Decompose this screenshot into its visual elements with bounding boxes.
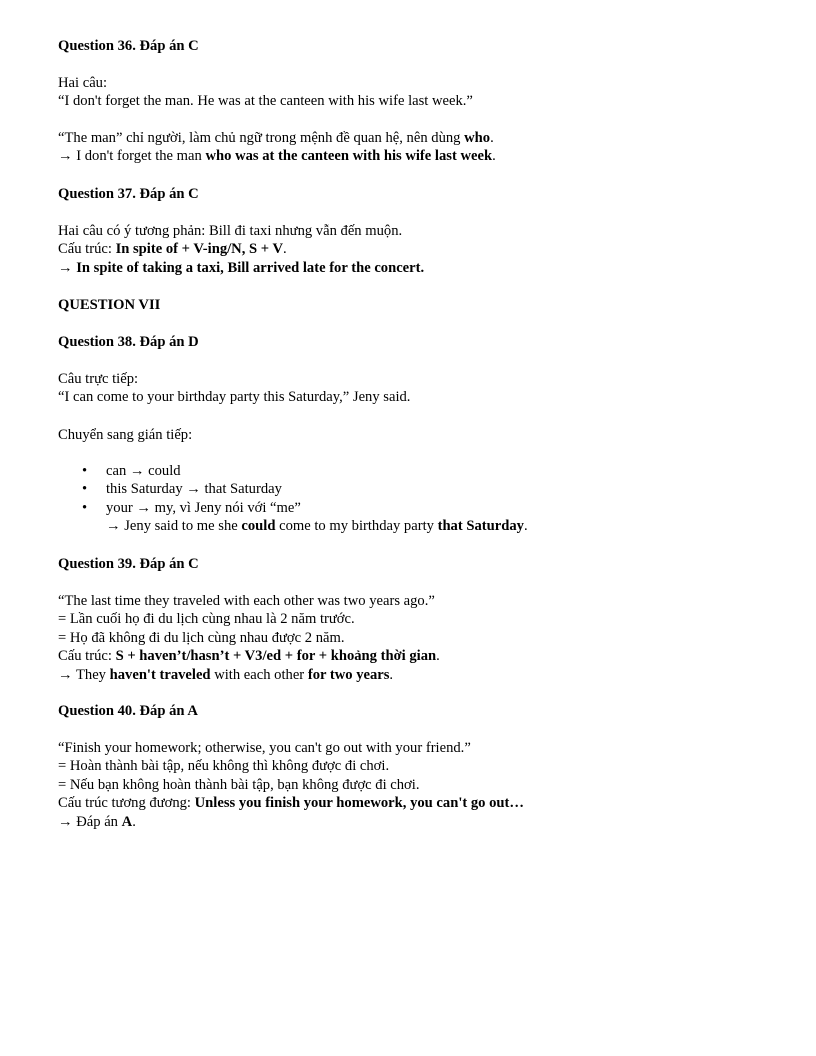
q39-line4: Cấu trúc: S + haven’t/hasn’t + V3/ed + for + khoảng thời gian. <box>58 648 440 665</box>
list-item: • can → could <box>58 462 778 480</box>
q38-convert <box>58 426 778 444</box>
q38-line3: Chuyển sang gián tiếp: <box>58 427 193 443</box>
q40-section <box>58 702 778 720</box>
q40-line2: = Hoàn thành bài tập, nếu không thì không được đi chơi. <box>58 758 390 775</box>
q39-line1: “The last time they traveled with each other was two years ago.” <box>58 593 435 609</box>
q39-line3: = Họ đã không đi du lịch cùng nhau được 2 năm. <box>58 629 345 646</box>
section-title: QUESTION VII <box>58 297 161 313</box>
q36-explain <box>58 129 778 166</box>
q37-body <box>58 222 778 277</box>
q36-line3: “The man” chỉ người, làm chủ ngữ trong mệnh đề quan hệ, nên dùng who. <box>58 130 494 146</box>
q36-answer: → I don't forget the man who was at the canteen with his wife last week. <box>58 148 496 165</box>
q36-line2: “I don't forget the man. He was at the canteen with his wife last week.” <box>58 93 473 110</box>
q40-line4: Cấu trúc tương đương: Unless you finish your homework, you can't go out… <box>58 795 524 812</box>
q38-heading: Question 38. Đáp án D <box>58 334 199 350</box>
q38-list <box>58 462 778 536</box>
q37-section <box>58 185 778 203</box>
q40-heading: Question 40. Đáp án A <box>58 703 198 719</box>
list-item: • your → my, vì Jeny nói với “me” <box>58 499 778 517</box>
q38-line2: “I can come to your birthday party this Saturday,” Jeny said. <box>58 389 411 406</box>
q39-line2: = Lần cuối họ đi du lịch cùng nhau là 2 năm trước. <box>58 611 355 628</box>
q40-line3: = Nếu bạn không hoàn thành bài tập, bạn không được đi chơi. <box>58 776 420 793</box>
q38-line1: Câu trực tiếp: <box>58 371 139 387</box>
q37-line1: Hai câu có ý tương phản: Bill đi taxi nhưng vẫn đến muộn. <box>58 223 403 239</box>
q40-body <box>58 739 778 831</box>
bullet-list <box>58 462 778 517</box>
q36-heading: Question 36. Đáp án C <box>58 38 199 54</box>
q36-line1: Hai câu: <box>58 75 108 91</box>
q37-answer: → In spite of taking a taxi, Bill arrived late for the concert. <box>58 259 425 276</box>
section-heading <box>58 296 778 314</box>
q38-intro <box>58 370 778 407</box>
q38-section <box>58 333 778 351</box>
list-item: • this Saturday → that Saturday <box>58 480 778 498</box>
q36-intro <box>58 74 778 111</box>
q39-heading: Question 39. Đáp án C <box>58 556 199 572</box>
q36-section <box>58 37 778 55</box>
q39-body <box>58 592 778 684</box>
q39-answer: → They haven't traveled with each other for two years. <box>58 666 394 683</box>
q39-section <box>58 555 778 573</box>
q40-line1: “Finish your homework; otherwise, you can't go out with your friend.” <box>58 740 471 756</box>
q38-answer: → Jeny said to me she could come to my birthday party that Saturday. <box>106 518 528 535</box>
q40-answer: → Đáp án A. <box>58 813 136 830</box>
q37-line2: Cấu trúc: In spite of + V-ing/N, S + V. <box>58 241 287 258</box>
q37-heading: Question 37. Đáp án C <box>58 186 199 202</box>
